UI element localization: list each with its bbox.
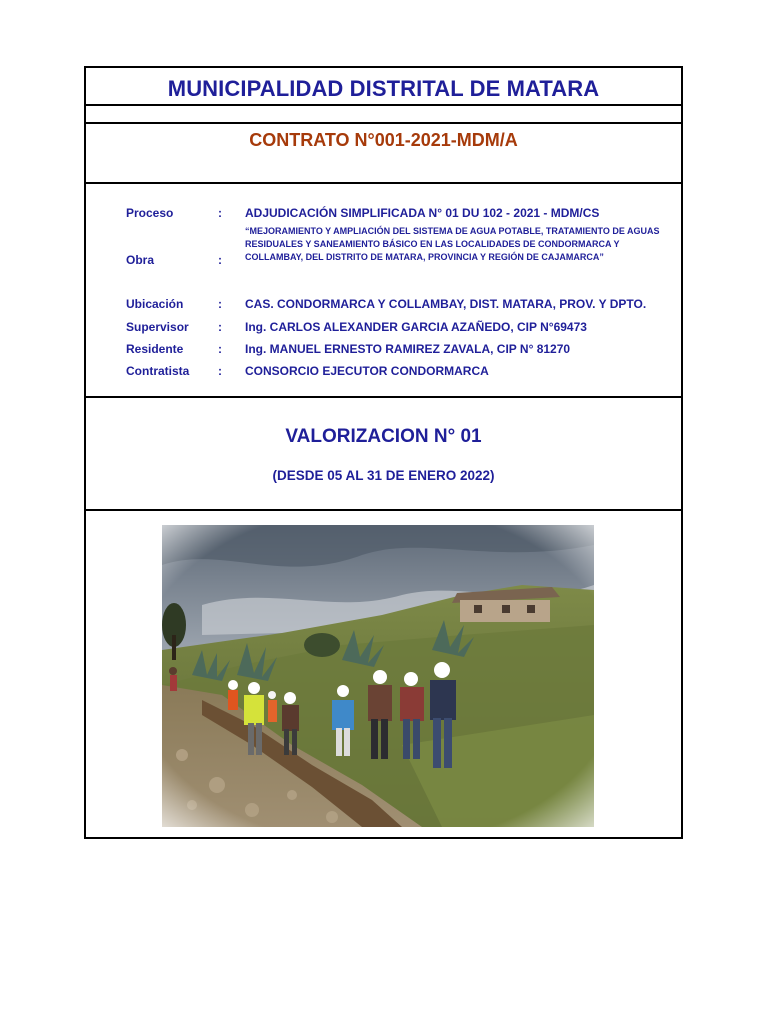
obra-label: Obra: [126, 253, 155, 267]
divider: [86, 396, 681, 398]
separator: :: [218, 364, 222, 378]
divider: [86, 182, 681, 184]
residente-value: Ing. MANUEL ERNESTO RAMIREZ ZAVALA, CIP N° 81270: [245, 342, 571, 356]
separator: :: [218, 297, 222, 311]
contratista-label: Contratista: [126, 364, 190, 378]
divider: [86, 122, 681, 124]
ubicacion-label: Ubicación: [126, 297, 184, 311]
divider: [86, 104, 681, 106]
separator: :: [218, 253, 222, 267]
obra-value: “MEJORAMIENTO Y AMPLIACIÓN DEL SISTEMA DE AGUA POTABLE, TRATAMIENTO DE AGUAS RESIDUALES Y SANEAMIENTO BÁSICO EN LAS LOCALIDADES DE CONDORMARCA Y COLLAMBAY, DEL DISTRITO DE MATARA, PROVINCIA Y REGIÓN DE CAJAMARCA”: [245, 226, 660, 263]
valorizacion-title: VALORIZACION N° 01: [285, 426, 482, 447]
divider: [86, 509, 681, 511]
separator: :: [218, 206, 222, 220]
site-photo: [162, 525, 594, 827]
proceso-label: Proceso: [126, 206, 174, 220]
supervisor-label: Supervisor: [126, 320, 189, 334]
residente-label: Residente: [126, 342, 184, 356]
ubicacion-value: CAS. CONDORMARCA Y COLLAMBAY, DIST. MATARA, PROV. Y DPTO.: [245, 297, 647, 311]
supervisor-value: Ing. CARLOS ALEXANDER GARCIA AZAÑEDO, CIP N°69473: [245, 320, 587, 334]
valorizacion-period: (DESDE 05 AL 31 DE ENERO 2022): [272, 468, 495, 483]
separator: :: [218, 320, 222, 334]
separator: :: [218, 342, 222, 356]
document-frame: [84, 66, 683, 839]
proceso-value: ADJUDICACIÓN SIMPLIFICADA N° 01 DU 102 - 2021 - MDM/CS: [245, 206, 600, 220]
municipality-title: MUNICIPALIDAD DISTRITAL DE MATARA: [167, 76, 600, 101]
contract-number: CONTRATO N°001-2021-MDM/A: [249, 130, 518, 150]
contratista-value: CONSORCIO EJECUTOR CONDORMARCA: [245, 364, 489, 378]
